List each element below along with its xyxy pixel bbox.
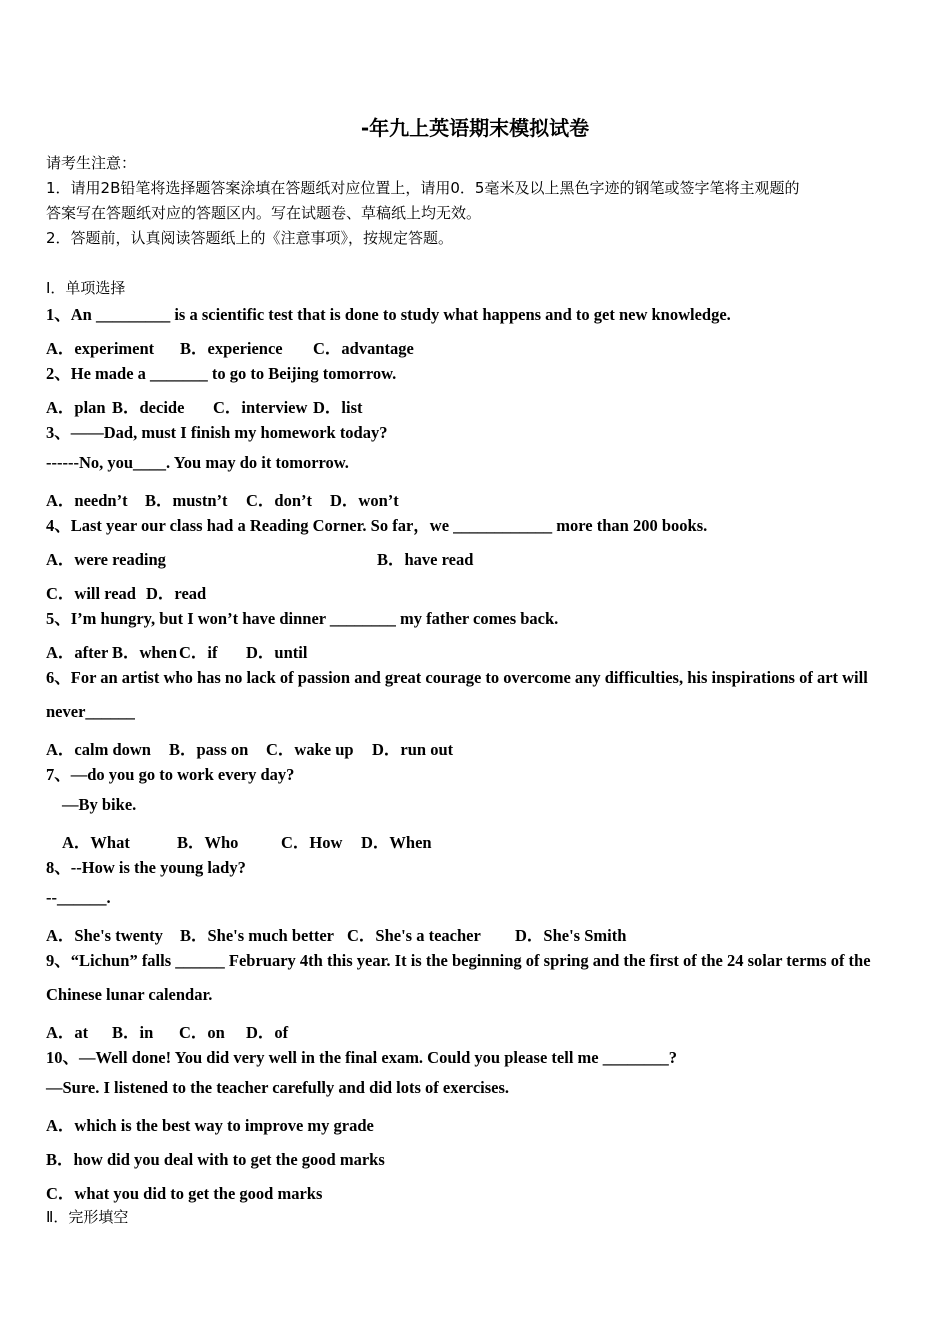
question-7-reply: —By bike.: [62, 795, 137, 814]
question-2-stem: 2、He made a _______ to go to Beijing tomorrow.: [46, 364, 397, 383]
question-3-reply: ------No, you____. You may do it tomorrow.: [46, 453, 349, 472]
q7-option-a: A．What: [62, 833, 130, 852]
q7-option-c: C．How: [281, 833, 343, 852]
notice-heading: 请考生注意：: [46, 154, 137, 172]
section-heading-single-choice: Ⅰ．单项选择: [46, 279, 126, 297]
q6-option-d: D．run out: [372, 740, 454, 759]
q3-option-d: D．won’t: [330, 491, 399, 510]
q6-option-c: C．wake up: [266, 740, 354, 759]
q8-option-c: C．She's a teacher: [347, 926, 481, 945]
q9-option-d: D．of: [246, 1023, 289, 1042]
q10-option-c: C．what you did to get the good marks: [46, 1184, 323, 1203]
q4-option-b: B．have read: [377, 550, 474, 569]
page-title: -年九上英语期末模拟试卷: [360, 116, 590, 140]
q5-option-a: A．after: [46, 643, 109, 662]
q7-option-b: B．Who: [177, 833, 239, 852]
q2-option-a: A．plan: [46, 398, 106, 417]
q1-option-b: B．experience: [180, 339, 283, 358]
q3-option-a: A．needn’t: [46, 491, 128, 510]
notice-line-1-cont: 答案写在答题纸对应的答题区内。写在试题卷、草稿纸上均无效。: [46, 204, 482, 222]
section-heading-cloze: Ⅱ．完形填空: [46, 1208, 129, 1226]
question-3-stem: 3、——Dad, must I finish my homework today?: [46, 423, 388, 442]
q4-option-a: A．were reading: [46, 550, 166, 569]
question-8-stem: 8、--How is the young lady?: [46, 858, 246, 877]
question-7-stem: 7、—do you go to work every day?: [46, 765, 295, 784]
q2-option-c: C．interview: [213, 398, 308, 417]
question-10-stem: 10、—Well done! You did very well in the final exam. Could you please tell me ________?: [46, 1048, 677, 1067]
question-6-stem: 6、For an artist who has no lack of passion and great courage to overcome any difficulties, his inspirations of art will: [46, 668, 868, 687]
question-4-stem: 4、Last year our class had a Reading Corner. So far，we ____________ more than 200 books.: [46, 516, 708, 535]
question-5-stem: 5、I’m hungry, but I won’t have dinner ________ my father comes back.: [46, 609, 559, 628]
question-9-stem: 9、“Lichun” falls ______ February 4th this year. It is the beginning of spring and the first of the 24 solar terms of the: [46, 951, 871, 970]
q9-option-b: B．in: [112, 1023, 154, 1042]
q6-option-b: B．pass on: [169, 740, 249, 759]
q5-option-d: D．until: [246, 643, 308, 662]
q9-option-c: C．on: [179, 1023, 225, 1042]
notice-line-1: 1．请用2B铅笔将选择题答案涂填在答题纸对应位置上，请用0．5毫米及以上黑色字迹的钢笔或签字笔将主观题的: [46, 179, 800, 197]
q8-option-d: D．She's Smith: [515, 926, 627, 945]
q5-option-c: C．if: [179, 643, 218, 662]
q4-option-c: C．will read: [46, 584, 136, 603]
q8-option-a: A．She's twenty: [46, 926, 163, 945]
q9-option-a: A．at: [46, 1023, 89, 1042]
q6-option-a: A．calm down: [46, 740, 151, 759]
question-6-stem-cont: never______: [46, 702, 135, 721]
q1-option-a: A．experiment: [46, 339, 155, 358]
q10-option-b: B．how did you deal with to get the good marks: [46, 1150, 385, 1169]
question-1-stem: 1、An _________ is a scientific test that is done to study what happens and to get new knowledge.: [46, 305, 731, 324]
q8-option-b: B．She's much better: [180, 926, 334, 945]
q4-option-d: D．read: [146, 584, 207, 603]
q10-option-a: A．which is the best way to improve my grade: [46, 1116, 374, 1135]
q3-option-c: C．don’t: [246, 491, 313, 510]
q2-option-d: D．list: [313, 398, 363, 417]
question-9-stem-cont: Chinese lunar calendar.: [46, 985, 213, 1004]
q2-option-b: B．decide: [112, 398, 185, 417]
question-8-reply: --______.: [46, 888, 111, 907]
q7-option-d: D．When: [361, 833, 432, 852]
q3-option-b: B．mustn’t: [145, 491, 228, 510]
notice-line-2: 2．答题前，认真阅读答题纸上的《注意事项》，按规定答题。: [46, 229, 454, 247]
q5-option-b: B．when: [112, 643, 178, 662]
question-10-reply: —Sure. I listened to the teacher carefully and did lots of exercises.: [46, 1078, 510, 1097]
q1-option-c: C．advantage: [313, 339, 414, 358]
